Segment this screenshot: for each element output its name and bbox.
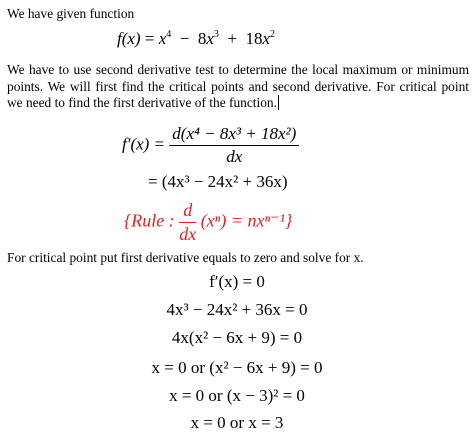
critical-point-instruction: For critical point put first derivative equals to zero and solve for x. — [7, 250, 364, 265]
step-3: 4x(x² − 6x + 9) = 0 — [171, 328, 303, 347]
step-5: x = 0 or (x − 3)² = 0 — [169, 386, 305, 405]
rule-numerator: d — [179, 200, 196, 223]
rule-label: {Rule : — [124, 210, 175, 231]
func-term3: x — [262, 29, 271, 48]
func-coef2: 8 — [197, 29, 207, 48]
func-exp3: 2 — [270, 29, 276, 40]
text-cursor — [278, 95, 279, 110]
intro-text: We have given function — [7, 6, 135, 21]
func-lhs: f(x) — [117, 29, 141, 48]
func-term2: x — [206, 29, 214, 48]
explanation-paragraph — [7, 62, 469, 112]
func-exp1: 4 — [166, 29, 172, 40]
rule-body: (xⁿ) = nxⁿ⁻¹} — [200, 210, 293, 231]
func-term1: x — [158, 29, 167, 48]
function-definition — [117, 29, 275, 49]
derivative-denominator: dx — [226, 147, 243, 166]
derivative-result: = (4x³ − 24x² + 36x) — [148, 172, 288, 191]
rule-fraction — [179, 200, 196, 245]
power-rule — [124, 200, 292, 245]
derivative-numerator: d(x⁴ − 8x³ + 18x²) — [169, 124, 299, 146]
first-derivative — [122, 124, 299, 167]
step-6: x = 0 or x = 3 — [190, 413, 284, 432]
func-exp2: 3 — [213, 29, 219, 40]
explanation-text: We have to use second derivative test to determine the local maximum or minimum points. We will first find the critical points and second derivative. For critical point we need to find the first derivative of the function. — [7, 62, 469, 110]
func-coef3: 18 — [245, 29, 263, 48]
func-op2: + — [227, 29, 237, 48]
rule-denominator: dx — [179, 224, 197, 244]
derivative-lhs: f′(x) = — [122, 134, 166, 154]
func-op1: − — [179, 29, 190, 48]
step-1: f′(x) = 0 — [209, 272, 265, 291]
step-4: x = 0 or (x² − 6x + 9) = 0 — [151, 358, 323, 377]
step-2: 4x³ − 24x² + 36x = 0 — [166, 300, 308, 319]
derivative-fraction — [169, 124, 299, 167]
func-eq: = — [144, 29, 155, 48]
